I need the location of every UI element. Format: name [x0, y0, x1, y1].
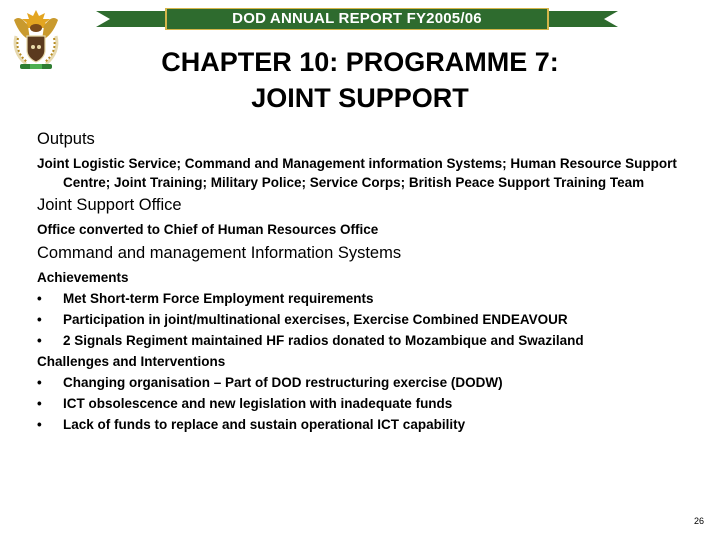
list-item	[37, 372, 697, 393]
cmis-heading: Command and management Information Systems	[37, 244, 402, 262]
bullet-icon: •	[37, 375, 42, 390]
challenge-text: ICT obsolescence and new legislation with inadequate funds	[63, 396, 453, 411]
page-number: 26	[693, 516, 704, 526]
bullet-icon: •	[37, 333, 42, 348]
challenge-text: Changing organisation – Part of DOD restructuring exercise (DODW)	[63, 375, 503, 390]
title-line-1: CHAPTER 10: PROGRAMME 7:	[161, 47, 559, 77]
banner-title: DOD ANNUAL REPORT FY2005/06	[232, 10, 482, 27]
bullet-icon: •	[37, 312, 42, 327]
achievement-text: Participation in joint/multinational exercises, Exercise Combined ENDEAVOUR	[63, 312, 568, 327]
list-item	[37, 288, 697, 309]
achievement-text: 2 Signals Regiment maintained HF radios donated to Mozambique and Swaziland	[63, 333, 584, 348]
slide-title	[80, 44, 640, 116]
list-item	[37, 393, 697, 414]
challenge-text: Lack of funds to replace and sustain operational ICT capability	[63, 417, 466, 432]
slide-body	[37, 128, 697, 435]
achievements-label: Achievements	[37, 270, 129, 285]
achievement-text: Met Short-term Force Employment requirements	[63, 291, 374, 306]
list-item	[37, 330, 697, 351]
bullet-icon: •	[37, 291, 42, 306]
list-item	[37, 414, 697, 435]
jso-text: Office converted to Chief of Human Resources Office	[37, 222, 379, 237]
title-line-2: JOINT SUPPORT	[251, 83, 469, 113]
jso-heading: Joint Support Office	[37, 196, 182, 214]
challenges-label: Challenges and Interventions	[37, 354, 226, 369]
coat-of-arms-icon	[6, 6, 66, 72]
bullet-icon: •	[37, 417, 42, 432]
header-banner	[96, 8, 618, 30]
outputs-heading: Outputs	[37, 130, 95, 148]
outputs-text: Joint Logistic Service; Command and Management information Systems; Human Resource Support Centre; Joint Training; Military Police; Service Corps; British Peace Support Training Team	[37, 156, 677, 190]
bullet-icon: •	[37, 396, 42, 411]
list-item	[37, 309, 697, 330]
